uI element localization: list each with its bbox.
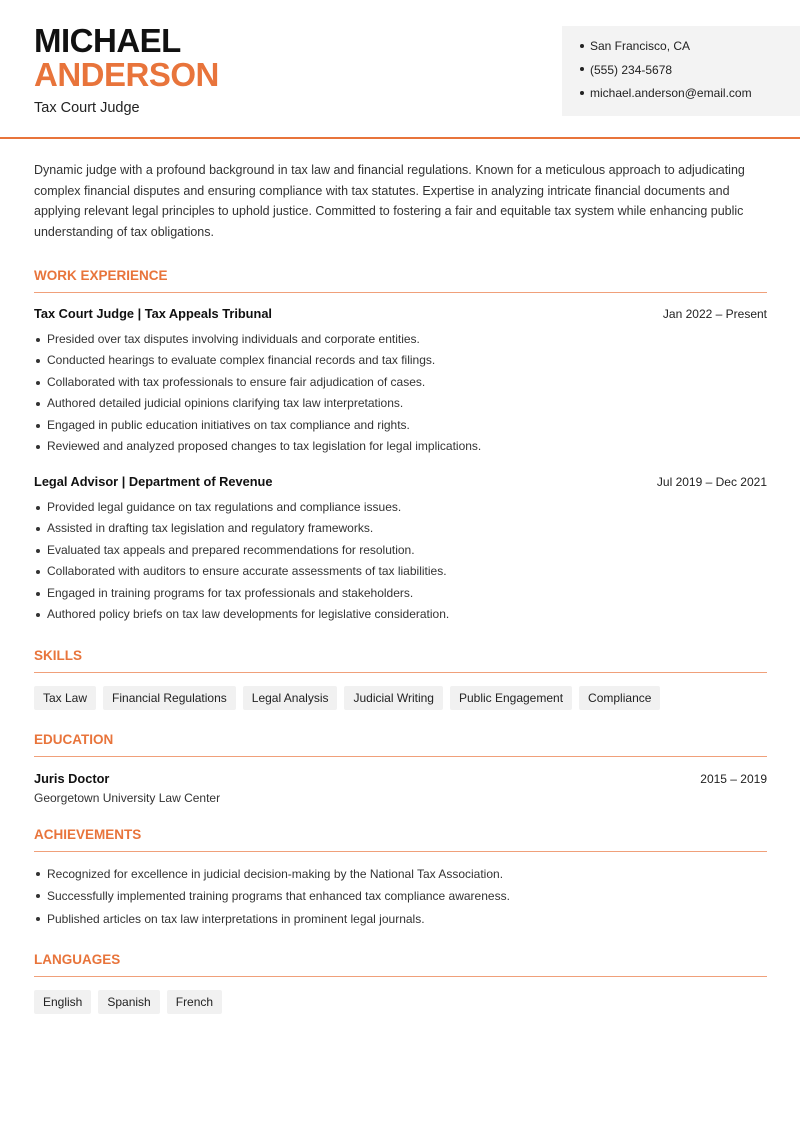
contact-location: San Francisco, CA xyxy=(580,38,800,62)
degree: Juris Doctor xyxy=(34,770,110,786)
section-title: LANGUAGES xyxy=(34,952,767,977)
list-item: Provided legal guidance on tax regulations and compliance issues. xyxy=(34,497,767,519)
job-duties xyxy=(34,329,767,458)
list-item: Assisted in drafting tax legislation and regulatory frameworks. xyxy=(34,518,767,540)
job-entry xyxy=(34,474,767,626)
last-name: ANDERSON xyxy=(34,56,219,93)
list-item: Engaged in public education initiatives on tax compliance and rights. xyxy=(34,415,767,437)
summary: Dynamic judge with a profound background in tax law and financial regulations. Known for a meticulous approach to adjudicating complex financial disputes and ensuring compliance with tax statutes. Expertise in analyzing intricate financial documents and applying relevant legal principles to uphold justice. Committed to fostering a fair and equitable tax system while enhancing public understanding of tax obligations. xyxy=(34,163,745,240)
job-dates: Jan 2022 – Present xyxy=(662,306,767,321)
section-title: EDUCATION xyxy=(34,732,767,757)
list-item: Conducted hearings to evaluate complex financial records and tax filings. xyxy=(34,350,767,372)
skill-tag: Public Engagement xyxy=(450,686,572,710)
achievements-section xyxy=(34,827,767,931)
list-item: Published articles on tax law interpretations in prominent legal journals. xyxy=(34,908,767,931)
school-name: Georgetown University Law Center xyxy=(34,790,221,805)
skill-tag: Legal Analysis xyxy=(243,686,338,710)
skills-tags xyxy=(34,686,767,710)
resume-header xyxy=(0,0,800,139)
job-duties xyxy=(34,497,767,626)
skill-tag: Compliance xyxy=(579,686,660,710)
section-title: ACHIEVEMENTS xyxy=(34,827,767,852)
job-entry xyxy=(34,306,767,458)
list-item: Evaluated tax appeals and prepared recommendations for resolution. xyxy=(34,540,767,562)
bullet-icon xyxy=(580,67,584,71)
list-item: Engaged in training programs for tax professionals and stakeholders. xyxy=(34,583,767,605)
contact-box xyxy=(562,26,800,116)
contact-list xyxy=(562,26,800,109)
resume-body xyxy=(34,160,767,1014)
list-item: Presided over tax disputes involving individuals and corporate entities. xyxy=(34,329,767,351)
list-item: Collaborated with tax professionals to ensure fair adjudication of cases. xyxy=(34,372,767,394)
skill-tag: Judicial Writing xyxy=(344,686,442,710)
language-tag: Spanish xyxy=(98,990,159,1014)
education-section xyxy=(34,732,767,805)
list-item: Successfully implemented training programs that enhanced tax compliance awareness. xyxy=(34,885,767,908)
job-heading: Tax Court Judge | Tax Appeals Tribunal xyxy=(34,305,272,321)
language-tag: English xyxy=(34,990,91,1014)
list-item: Authored policy briefs on tax law developments for legislative consideration. xyxy=(34,604,767,626)
list-item: Recognized for excellence in judicial decision-making by the National Tax Association. xyxy=(34,863,767,886)
first-name: MICHAEL xyxy=(34,22,181,59)
achievements-list xyxy=(34,863,767,931)
list-item: Collaborated with auditors to ensure accurate assessments of tax liabilities. xyxy=(34,561,767,583)
skill-tag: Tax Law xyxy=(34,686,96,710)
section-title: SKILLS xyxy=(34,648,767,673)
list-item: Reviewed and analyzed proposed changes to tax legislation for legal implications. xyxy=(34,436,767,458)
contact-phone: (555) 234-5678 xyxy=(580,62,800,86)
section-title: WORK EXPERIENCE xyxy=(34,268,767,293)
language-tag: French xyxy=(167,990,222,1014)
language-tags xyxy=(34,990,767,1014)
languages-section xyxy=(34,952,767,1014)
education-dates: 2015 – 2019 xyxy=(700,771,767,786)
contact-email: michael.anderson@email.com xyxy=(580,85,800,109)
skills-section xyxy=(34,648,767,710)
work-experience-section xyxy=(34,268,767,626)
education-entry xyxy=(34,771,767,805)
job-title: Tax Court Judge xyxy=(34,100,140,116)
bullet-icon xyxy=(580,44,584,48)
job-heading: Legal Advisor | Department of Revenue xyxy=(34,473,273,489)
candidate-name xyxy=(34,24,219,92)
list-item: Authored detailed judicial opinions clarifying tax law interpretations. xyxy=(34,393,767,415)
bullet-icon xyxy=(580,91,584,95)
skill-tag: Financial Regulations xyxy=(103,686,236,710)
job-dates: Jul 2019 – Dec 2021 xyxy=(656,474,767,489)
